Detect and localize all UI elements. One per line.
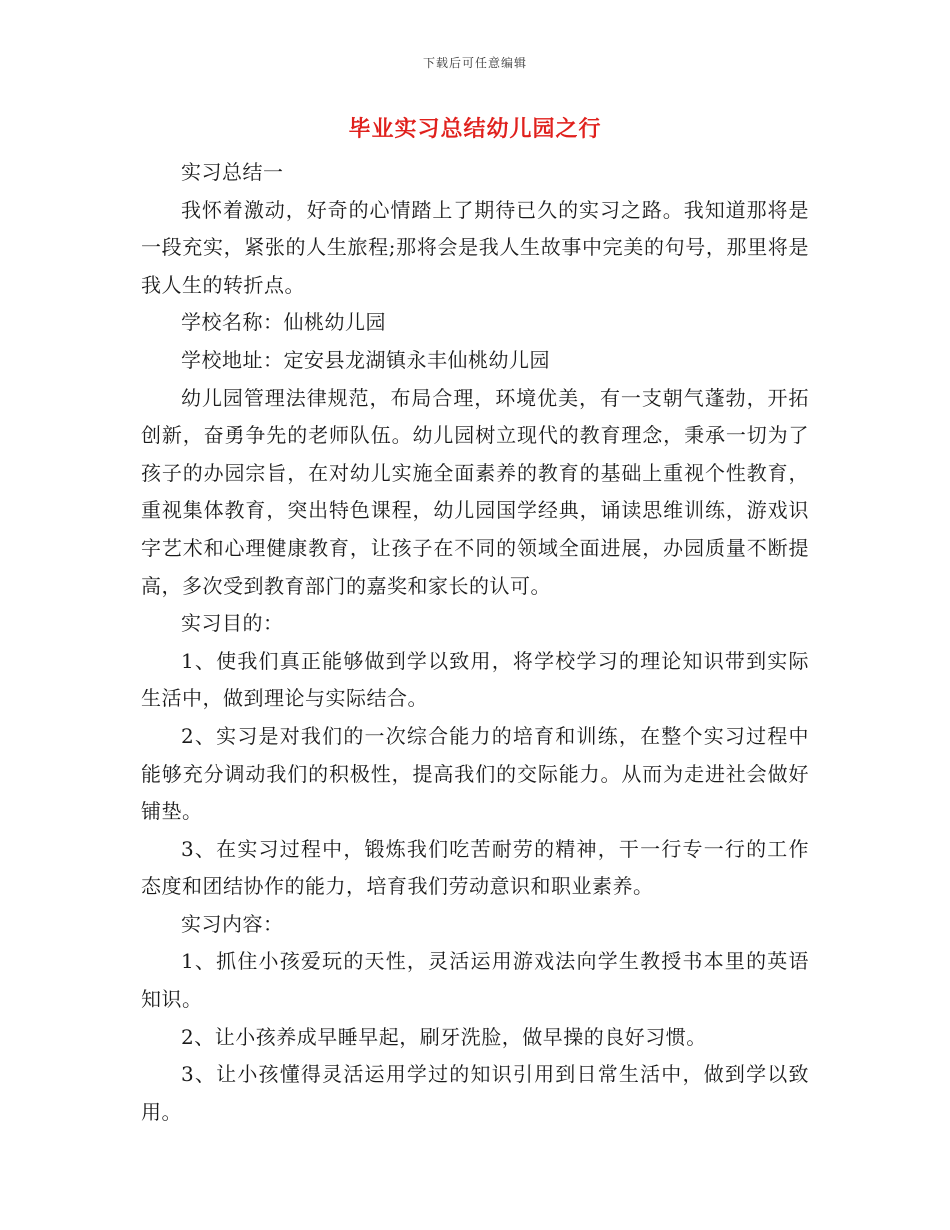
school-name-line: 学校名称：仙桃幼儿园 xyxy=(181,310,386,335)
content-item-3: 3、让小孩懂得灵活运用学过的知识引用到日常生活中，做到学以致用。 xyxy=(141,1062,809,1124)
section-heading-purpose: 实习目的： xyxy=(181,611,284,636)
paragraph-kindergarten-description: 幼儿园管理法律规范，布局合理，环境优美，有一支朝气蓬勃，开拓创新，奋勇争先的老师队伍。幼儿园树立现代的教育理念，秉承一切为了孩子的办园宗旨，在对幼儿实施全面素养的教育的基础上重视个性教育，重视集体教育，突出特色课程，幼儿园国学经典，诵读思维训练，游戏识字艺术和心理健康教育，让孩子在不同的领域全面进展，办园质量不断提高，多次受到教育部门的嘉奖和家长的认可。 xyxy=(141,385,809,598)
content-item-2: 2、让小孩养成早睡早起，刷牙洗脸，做早操的良好习惯。 xyxy=(181,1024,707,1049)
purpose-item-2: 2、实习是对我们的一次综合能力的培育和训练，在整个实习过程中能够充分调动我们的积极性，提高我们的交际能力。从而为走进社会做好铺垫。 xyxy=(141,723,809,824)
purpose-item-1: 1、使我们真正能够做到学以致用，将学校学习的理论知识带到实际生活中，做到理论与实际结合。 xyxy=(141,648,809,711)
section-heading-content: 实习内容： xyxy=(181,911,284,936)
content-item-1: 1、抓住小孩爱玩的天性，灵活运用游戏法向学生教授书本里的英语知识。 xyxy=(141,949,809,1012)
document-title: 毕业实习总结幼儿园之行 xyxy=(348,117,602,142)
section-heading-summary-one: 实习总结一 xyxy=(181,160,284,184)
paragraph-intro: 我怀着激动，好奇的心情踏上了期待已久的实习之路。我知道那将是一段充实，紧张的人生旅程;那将会是我人生故事中完美的句号，那里将是我人生的转折点。 xyxy=(141,197,809,297)
header-note: 下载后可任意编辑 xyxy=(422,56,527,70)
purpose-item-3: 3、在实习过程中，锻炼我们吃苦耐劳的精神，干一行专一行的工作态度和团结协作的能力，培育我们劳动意识和职业素养。 xyxy=(141,836,809,899)
school-address-line: 学校地址：定安县龙湖镇永丰仙桃幼儿园 xyxy=(181,347,550,372)
document-body xyxy=(141,154,809,1131)
